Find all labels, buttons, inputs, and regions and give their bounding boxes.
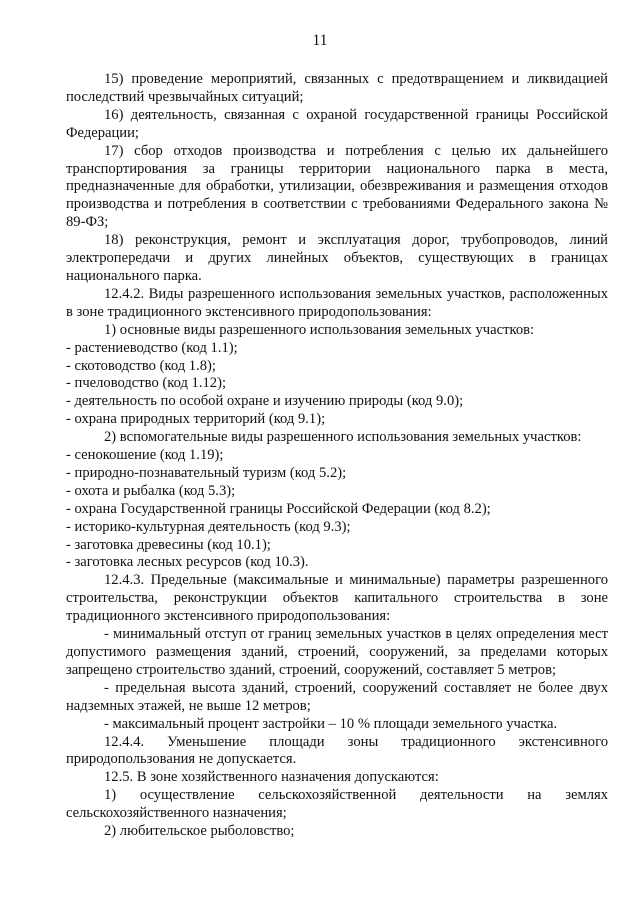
list-item-17: 17) сбор отходов производства и потребления с целью их дальнейшего транспортирования за границы территории национального парка в места, предназначенные для обработки, утилизации, обезвреживания и размещения отходов производства и потребления в соответствии с требованиями Федерального закона № 89-ФЗ; — [66, 142, 608, 231]
page-number: 11 — [312, 32, 328, 49]
bullet-item: - природно-познавательный туризм (код 5.2); — [66, 464, 347, 481]
bullet-item: - растениеводство (код 1.1); — [66, 339, 238, 356]
section-12-4-3: 12.4.3. Предельные (максимальные и минимальные) параметры разрешенного строительства, реконструкции объектов капитального строительства в зоне традиционного экстенсивного природопользования: — [66, 572, 608, 625]
bullet-item: - пчеловодство (код 1.12); — [66, 375, 227, 392]
parameter-item: - минимальный отступ от границ земельных участков в целях определения мест допустимого размещения зданий, строений, сооружений, за пределами которых запрещено строительство зданий, строений, сооружений, составляет 5 метров; — [66, 626, 608, 678]
bullet-item: - сенокошение (код 1.19); — [66, 447, 224, 464]
section-12-4-2: 12.4.2. Виды разрешенного использования земельных участков, расположенных в зоне традиционного экстенсивного природопользования: — [66, 285, 608, 320]
bullet-item: - охота и рыбалка (код 5.3); — [66, 482, 236, 499]
bullet-item: - деятельность по особой охране и изучению природы (код 9.0); — [66, 393, 464, 410]
bullet-item: - историко-культурная деятельность (код 9.3); — [66, 518, 351, 535]
main-uses-heading: 1) основные виды разрешенного использования земельных участков: — [104, 321, 535, 338]
parameter-item: - предельная высота зданий, строений, сооружений составляет не более двух надземных этажей, не выше 12 метров; — [66, 679, 608, 714]
list-item-1: 1) осуществление сельскохозяйственной деятельности на землях сельскохозяйственного назначения; — [66, 787, 608, 822]
auxiliary-uses-heading: 2) вспомогательные виды разрешенного использования земельных участков: — [104, 429, 582, 446]
document-body — [66, 71, 608, 841]
bullet-item: - охрана природных территорий (код 9.1); — [66, 411, 326, 428]
bullet-item: - заготовка древесины (код 10.1); — [66, 536, 271, 553]
list-item-16: 16) деятельность, связанная с охраной государственной границы Российской Федерации; — [66, 106, 608, 141]
section-12-5: 12.5. В зоне хозяйственного назначения допускаются: — [104, 769, 439, 786]
parameter-item: - максимальный процент застройки – 10 % площади земельного участка. — [104, 715, 558, 732]
bullet-item: - скотоводство (код 1.8); — [66, 357, 216, 374]
list-item-2: 2) любительское рыболовство; — [104, 823, 295, 840]
list-item-15: 15) проведение мероприятий, связанных с предотвращением и ликвидацией последствий чрезвычайных ситуаций; — [66, 71, 608, 105]
bullet-item: - заготовка лесных ресурсов (код 10.3). — [66, 554, 309, 571]
section-12-4-4: 12.4.4. Уменьшение площади зоны традиционного экстенсивного природопользования не допускается. — [66, 733, 608, 768]
bullet-item: - охрана Государственной границы Российской Федерации (код 8.2); — [66, 500, 491, 517]
list-item-18: 18) реконструкция, ремонт и эксплуатация дорог, трубопроводов, линий электропередачи и других линейных объектов, существующих в границах национального парка. — [66, 232, 608, 284]
